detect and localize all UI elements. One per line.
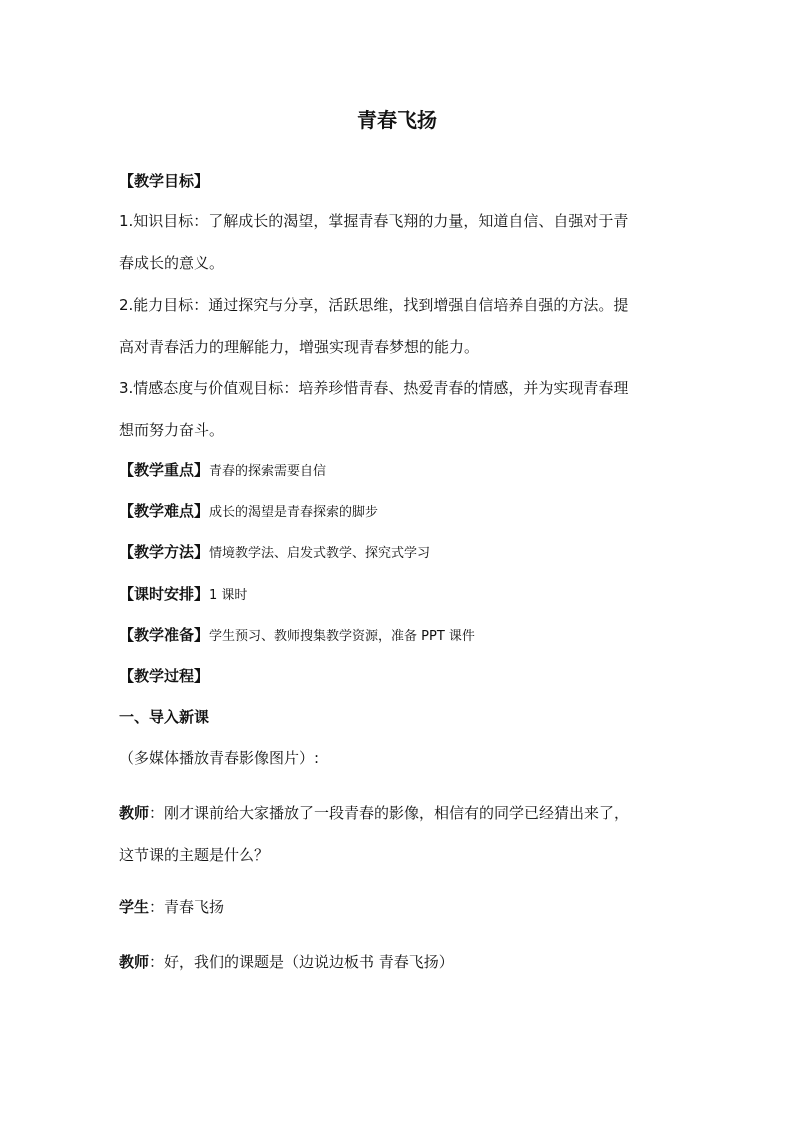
key-point-field xyxy=(119,459,679,480)
process-heading: 【教学过程】 xyxy=(119,667,210,685)
dialogue-1-line-1 xyxy=(119,802,679,823)
objective-1-line-2: 春成长的意义。 xyxy=(119,254,225,272)
objectives-heading: 【教学目标】 xyxy=(119,172,210,190)
schedule-label: 【课时安排】 xyxy=(119,585,210,603)
method-value: 情境教学法、启发式教学、探究式学习 xyxy=(209,546,431,561)
dialogue-1-colon: ： xyxy=(149,804,165,822)
dialogue-2-line-1 xyxy=(119,896,679,917)
objective-3-line-2: 想而努力奋斗。 xyxy=(119,421,225,439)
objective-3-line-1: 3.情感态度与价值观目标：培养珍惜青春、热爱青春的情感，并为实现青春理 xyxy=(119,379,629,397)
key-point-label: 【教学重点】 xyxy=(119,461,210,479)
dialogue-2-colon: ： xyxy=(149,898,165,916)
difficulty-label: 【教学难点】 xyxy=(119,502,210,520)
preparation-value: 学生预习、教师搜集教学资源，准备 PPT 课件 xyxy=(209,629,475,644)
dialogue-2-text: 青春飞扬 xyxy=(164,898,225,916)
dialogue-1-line-2: 这节课的主题是什么？ xyxy=(119,846,270,864)
dialogue-3-text: 好，我们的课题是（边说边板书 青春飞扬） xyxy=(164,953,454,971)
dialogue-3-line-1 xyxy=(119,951,679,972)
objective-1-line-1: 1.知识目标：了解成长的渴望，掌握青春飞翔的力量，知道自信、自强对于青 xyxy=(119,212,629,230)
preparation-label: 【教学准备】 xyxy=(119,626,210,644)
schedule-value: 1 课时 xyxy=(209,588,248,603)
dialogue-1-speaker: 教师 xyxy=(119,804,150,822)
objective-2-line-1: 2.能力目标：通过探究与分享，活跃思维，找到增强自信培养自强的方法。提 xyxy=(119,296,629,314)
difficulty-field xyxy=(119,500,679,521)
media-note: （多媒体播放青春影像图片）: xyxy=(119,749,320,767)
dialogue-3-speaker: 教师 xyxy=(119,953,150,971)
objective-2-line-2: 高对青春活力的理解能力，增强实现青春梦想的能力。 xyxy=(119,338,480,356)
dialogue-1-text: 刚才课前给大家播放了一段青春的影像，相信有的同学已经猜出来了， xyxy=(164,804,630,822)
method-label: 【教学方法】 xyxy=(119,543,210,561)
difficulty-value: 成长的渴望是青春探索的脚步 xyxy=(209,505,379,520)
dialogue-2-speaker: 学生 xyxy=(119,898,150,916)
page-title: 青春飞扬 xyxy=(357,108,437,132)
key-point-value: 青春的探索需要自信 xyxy=(209,464,327,479)
schedule-field xyxy=(119,583,679,604)
section-1-heading: 一、导入新课 xyxy=(119,708,210,726)
preparation-field xyxy=(119,624,679,645)
method-field xyxy=(119,541,679,562)
dialogue-3-colon: ： xyxy=(149,953,165,971)
